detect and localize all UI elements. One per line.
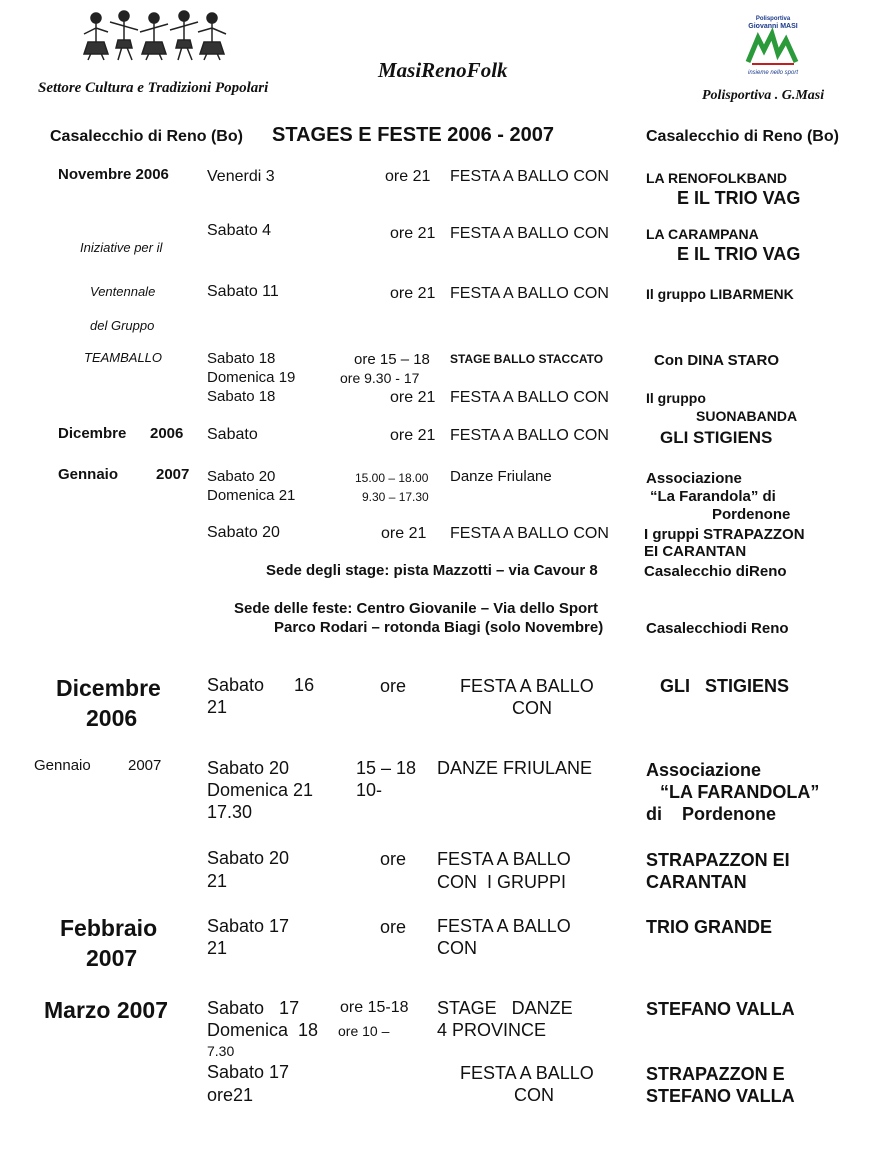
event-cell: FESTA A BALLO CON bbox=[450, 225, 609, 242]
group-cell: LA RENOFOLKBAND bbox=[646, 170, 788, 186]
venue-feste: Parco Rodari – rotonda Biagi (solo Novembre) bbox=[274, 619, 604, 636]
day-cell: Sabato 17 bbox=[207, 998, 300, 1018]
day-cell: 21 bbox=[207, 938, 228, 958]
month-label: Dicembre bbox=[58, 425, 127, 442]
event-cell: DANZE FRIULANE bbox=[437, 758, 593, 778]
group-cell: Associazione bbox=[646, 760, 762, 780]
group-cell: GLI STIGIENS bbox=[660, 428, 773, 447]
time-cell: ore 15 – 18 bbox=[354, 351, 430, 368]
day-cell: Sabato 20 bbox=[207, 468, 276, 485]
venue-feste: Sede delle feste: Centro Giovanile – Via dello Sport bbox=[234, 600, 598, 617]
month-label: Gennaio bbox=[58, 466, 119, 483]
group-cell: “La Farandola” di bbox=[650, 488, 776, 505]
group-cell: EI CARANTAN bbox=[644, 543, 747, 560]
day-cell: Sabato 11 bbox=[207, 283, 279, 300]
day-cell: Venerdi 3 bbox=[207, 168, 275, 185]
venue-city: Casalecchiodi Reno bbox=[646, 620, 789, 637]
event-cell: FESTA A BALLO bbox=[437, 916, 571, 936]
day-cell: Sabato 4 bbox=[207, 222, 272, 239]
day-cell: 21 bbox=[207, 871, 228, 891]
venue-stage: Sede degli stage: pista Mazzotti – via Cavour 8 bbox=[266, 562, 598, 579]
month-label: Gennaio bbox=[34, 757, 91, 774]
venue-city: Casalecchio diReno bbox=[644, 563, 787, 580]
day-cell: Domenica 21 bbox=[207, 780, 314, 800]
month-label: Marzo 2007 bbox=[44, 997, 169, 1023]
month-label: Febbraio bbox=[60, 915, 158, 941]
event-cell: FESTA A BALLO CON bbox=[450, 285, 609, 302]
day-cell: Sabato 17 bbox=[207, 1062, 290, 1082]
group-cell: LA CARAMPANA bbox=[646, 226, 759, 242]
time-cell: 15.00 – 18.00 bbox=[355, 471, 429, 485]
time-cell: ore 21 bbox=[385, 168, 431, 185]
month-label: 2006 bbox=[150, 425, 184, 442]
event-cell: STAGE BALLO STACCATO bbox=[450, 352, 604, 366]
event-cell: CON bbox=[514, 1085, 554, 1105]
day-cell: Sabato 20 bbox=[207, 524, 280, 541]
time-cell: ore bbox=[380, 676, 407, 696]
side-note: del Gruppo bbox=[90, 318, 155, 333]
group-cell: Il gruppo bbox=[646, 390, 706, 406]
event-cell: FESTA A BALLO bbox=[460, 676, 594, 696]
event-cell: CON bbox=[437, 938, 477, 958]
left-caption: Settore Cultura e Tradizioni Popolari bbox=[38, 80, 269, 96]
side-note: Ventennale bbox=[90, 284, 156, 299]
group-cell: E IL TRIO VAG bbox=[677, 244, 801, 264]
event-cell: CON bbox=[512, 698, 552, 718]
time-cell: ore 21 bbox=[390, 427, 436, 444]
day-cell: Sabato 17 bbox=[207, 916, 290, 936]
month-label: Dicembre bbox=[56, 675, 161, 701]
day-cell: Sabato 16 bbox=[207, 675, 315, 695]
day-cell: Sabato 18 bbox=[207, 388, 276, 405]
event-cell: FESTA A BALLO CON bbox=[450, 525, 609, 542]
group-cell: SUONABANDA bbox=[696, 408, 798, 424]
day-cell: Sabato 20 bbox=[207, 848, 290, 868]
side-note: TEAMBALLO bbox=[84, 350, 163, 365]
time-cell: 9.30 – 17.30 bbox=[362, 490, 429, 504]
svg-text:insieme nello sport: insieme nello sport bbox=[747, 70, 799, 76]
city-right: Casalecchio di Reno (Bo) bbox=[646, 128, 839, 145]
time-cell: ore 21 bbox=[381, 525, 427, 542]
event-cell: Danze Friulane bbox=[450, 468, 552, 485]
event-cell: CON I GRUPPI bbox=[437, 872, 567, 892]
group-cell: STEFANO VALLA bbox=[646, 1086, 795, 1106]
group-cell: STEFANO VALLA bbox=[646, 999, 795, 1019]
event-cell: FESTA A BALLO CON bbox=[450, 427, 609, 444]
event-cell: FESTA A BALLO CON bbox=[450, 389, 609, 406]
group-cell: TRIO GRANDE bbox=[646, 917, 772, 937]
group-cell: I gruppi STRAPAZZON bbox=[644, 526, 805, 543]
group-cell: di Pordenone bbox=[646, 804, 777, 824]
time-cell: ore 21 bbox=[390, 285, 436, 302]
event-cell: FESTA A BALLO bbox=[460, 1063, 594, 1083]
month-label: Novembre 2006 bbox=[58, 166, 169, 183]
group-cell: Il gruppo LIBARMENK bbox=[646, 286, 794, 302]
day-cell: Domenica 21 bbox=[207, 487, 296, 504]
month-label: 2007 bbox=[156, 466, 190, 483]
group-cell: “LA FARANDOLA” bbox=[660, 782, 820, 802]
time-cell: 10- bbox=[356, 780, 383, 800]
month-label: 2007 bbox=[86, 945, 138, 971]
page-title: STAGES E FESTE 2006 - 2007 bbox=[272, 124, 554, 146]
time-cell: ore 9.30 - 17 bbox=[340, 370, 420, 386]
day-cell: Sabato 20 bbox=[207, 758, 290, 778]
day-cell: Sabato 18 bbox=[207, 350, 276, 367]
dancers-logo bbox=[72, 8, 242, 78]
side-note: Iniziative per il bbox=[80, 240, 163, 255]
day-cell: Domenica 19 bbox=[207, 369, 296, 386]
group-cell: GLI STIGIENS bbox=[660, 676, 790, 696]
time-cell: ore 10 – bbox=[338, 1023, 390, 1039]
polisportiva-logo bbox=[738, 10, 808, 80]
center-title: MasiRenoFolk bbox=[378, 58, 508, 82]
month-label: 2007 bbox=[128, 757, 162, 774]
day-cell: 17.30 bbox=[207, 802, 253, 822]
time-cell: ore 15-18 bbox=[340, 999, 409, 1016]
day-cell: Domenica 18 bbox=[207, 1020, 319, 1040]
group-cell: Pordenone bbox=[712, 506, 791, 523]
group-cell: STRAPAZZON E bbox=[646, 1064, 785, 1084]
time-cell: ore 21 bbox=[390, 225, 436, 242]
event-cell: FESTA A BALLO CON bbox=[450, 168, 609, 185]
day-cell: ore21 bbox=[207, 1085, 254, 1105]
day-cell: 21 bbox=[207, 697, 228, 717]
svg-text:Giovanni MASI: Giovanni MASI bbox=[748, 23, 798, 30]
group-cell: CARANTAN bbox=[646, 872, 747, 892]
day-cell: Sabato bbox=[207, 426, 258, 443]
time-cell: ore bbox=[380, 917, 407, 937]
time-cell: 15 – 18 bbox=[356, 758, 417, 778]
group-cell: STRAPAZZON EI bbox=[646, 850, 790, 870]
time-cell: ore 21 bbox=[390, 389, 436, 406]
event-cell: FESTA A BALLO bbox=[437, 849, 571, 869]
city-left: Casalecchio di Reno (Bo) bbox=[50, 128, 243, 145]
group-cell: E IL TRIO VAG bbox=[677, 188, 801, 208]
time-cell: ore bbox=[380, 849, 407, 869]
group-cell: Con DINA STARO bbox=[654, 352, 779, 369]
day-cell: 7.30 bbox=[207, 1043, 235, 1059]
right-caption: Polisportiva . G.Masi bbox=[702, 88, 825, 103]
event-cell: STAGE DANZE bbox=[437, 998, 573, 1018]
event-cell: 4 PROVINCE bbox=[437, 1020, 547, 1040]
svg-text:Polisportiva: Polisportiva bbox=[755, 16, 791, 22]
group-cell: Associazione bbox=[646, 470, 742, 487]
month-label: 2006 bbox=[86, 705, 138, 731]
